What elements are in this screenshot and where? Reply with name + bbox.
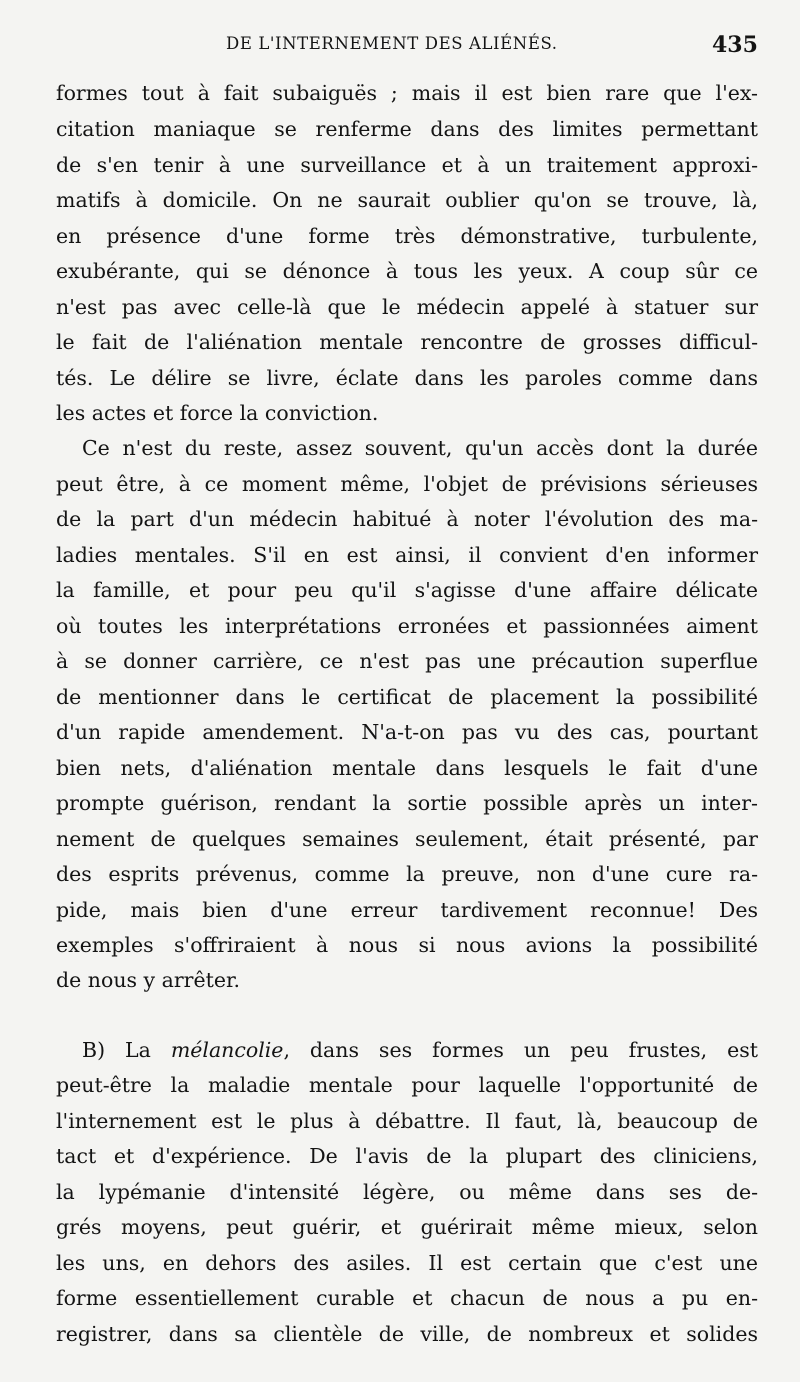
page-header [0, 34, 800, 62]
text-line: exubérante, qui se dénonce à tous les yeux. A coup sûr ce [56, 259, 758, 283]
text-line: n'est pas avec celle-là que le médecin appelé à statuer sur [56, 295, 758, 319]
text-line: peut-être la maladie mentale pour laquelle l'opportunité de [56, 1073, 758, 1097]
text-line: matifs à domicile. On ne saurait oublier qu'on se trouve, là, [56, 188, 758, 212]
text-line: de nous y arrêter. [56, 968, 241, 992]
text-line: forme essentiellement curable et chacun de nous a pu en- [56, 1286, 758, 1310]
text-line: nement de quelques semaines seulement, était présenté, par [56, 827, 758, 851]
text-line: le fait de l'aliénation mentale rencontre de grosses difficul- [56, 330, 758, 354]
text-line: d'un rapide amendement. N'a-t-on pas vu des cas, pourtant [56, 720, 758, 744]
italic-term: mélancolie [170, 1038, 284, 1062]
text-line: à se donner carrière, ce n'est pas une précaution superflue [56, 649, 758, 673]
text-run: B) La [82, 1038, 171, 1062]
text-line: bien nets, d'aliénation mentale dans lesquels le fait d'une [56, 756, 758, 780]
text-line: où toutes les interprétations erronées et passionnées aiment [56, 614, 758, 638]
text-line: exemples s'offriraient à nous si nous avions la possibilité [56, 933, 758, 957]
text-line: prompte guérison, rendant la sortie possible après un inter- [56, 791, 758, 815]
text-line: la lypémanie d'intensité légère, ou même dans ses de- [56, 1180, 758, 1204]
text-line: formes tout à fait subaiguës ; mais il est bien rare que l'ex- [56, 81, 758, 105]
text-run: , dans ses formes un peu frustes, est [283, 1038, 758, 1062]
text-line: citation maniaque se renferme dans des limites permettant [56, 117, 758, 141]
text-line: de mentionner dans le certificat de placement la possibilité [56, 685, 758, 709]
text-line: des esprits prévenus, comme la preuve, non d'une cure ra- [56, 862, 758, 886]
text-line: les uns, en dehors des asiles. Il est certain que c'est une [56, 1251, 758, 1275]
text-line: tés. Le délire se livre, éclate dans les paroles comme dans [56, 366, 758, 390]
text-line: en présence d'une forme très démonstrative, turbulente, [56, 224, 758, 248]
text-line: peut être, à ce moment même, l'objet de prévisions sérieuses [56, 472, 758, 496]
text-line: de s'en tenir à une surveillance et à un traitement approxi- [56, 153, 758, 177]
text-line: la famille, et pour peu qu'il s'agisse d'une affaire délicate [56, 578, 758, 602]
text-line: tact et d'expérience. De l'avis de la plupart des cliniciens, [56, 1144, 758, 1168]
text-line: de la part d'un médecin habitué à noter l'évolution des ma- [56, 507, 758, 531]
text-line: l'internement est le plus à débattre. Il faut, là, beaucoup de [56, 1109, 758, 1133]
text-line: Ce n'est du reste, assez souvent, qu'un accès dont la durée [82, 436, 758, 460]
text-line: ladies mentales. S'il en est ainsi, il convient d'en informer [56, 543, 758, 567]
text-line [82, 1037, 758, 1067]
text-line: pide, mais bien d'une erreur tardivement reconnue! Des [56, 898, 758, 922]
page-number: 435 [712, 32, 758, 58]
text-line: les actes et force la conviction. [56, 401, 379, 425]
text-line: grés moyens, peut guérir, et guérirait même mieux, selon [56, 1215, 758, 1239]
running-title: DE L'INTERNEMENT DES ALIÉNÉS. [226, 34, 558, 53]
text-line: registrer, dans sa clientèle de ville, de nombreux et solides [56, 1322, 758, 1346]
